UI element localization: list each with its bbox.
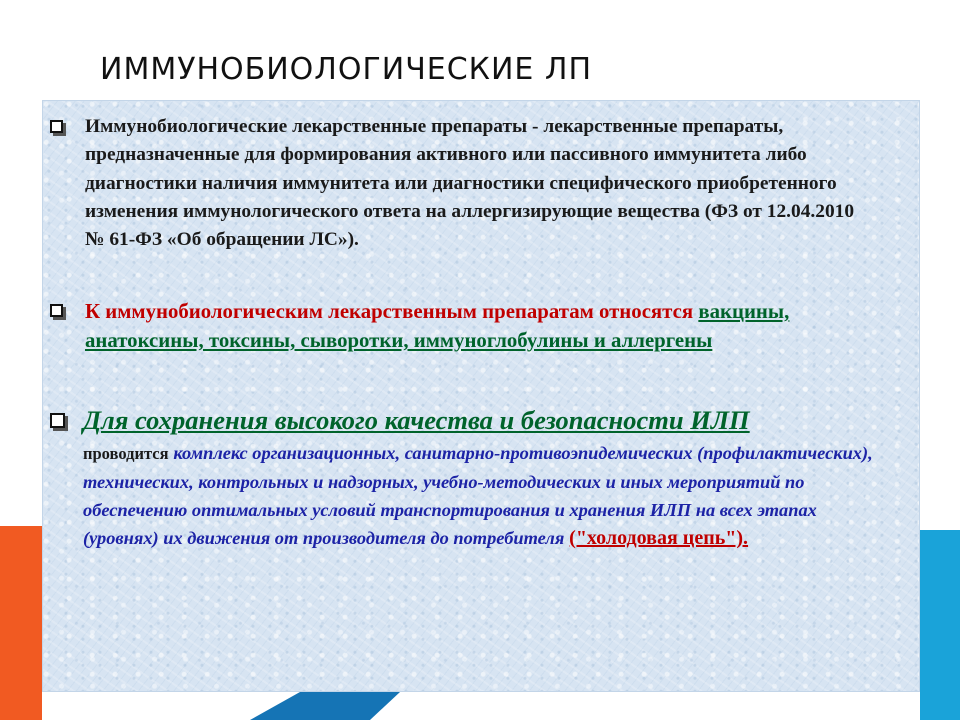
quality-text xyxy=(83,402,875,552)
quality-body: комплекс организационных, санитарно-противоэпидемических (профилактических), технических, контрольных и надзорных, учебно-методических и иных мероприятий по обеспечению оптимальных условий транспортирования и хранения ИЛП на всех этапах (уровнях) их движения от производителя до потребителя xyxy=(83,443,873,548)
cold-chain-link[interactable]: ("холодовая цепь"). xyxy=(569,527,749,549)
quality-heading: Для сохранения высокого качества и безопасности ИЛП xyxy=(83,405,750,435)
bullet-definition xyxy=(50,113,875,254)
orange-corner-shape xyxy=(0,526,42,720)
checkbox-bullet-icon xyxy=(50,413,65,428)
definition-text: Иммунобиологические лекарственные препараты - лекарственные препараты, предназначенные для формирования активного или пассивного иммунитета либо диагностики наличия иммунитета или диагностики специфического приобретенного изменения иммунологического ответа на аллергизирующие вещества (ФЗ от 12.04.2010 № 61-ФЗ «Об обращении ЛС»). xyxy=(85,116,855,251)
blue-corner-shape xyxy=(920,530,960,720)
checkbox-bullet-icon xyxy=(50,120,63,133)
types-text xyxy=(85,297,875,355)
quality-lead: проводится xyxy=(83,444,169,463)
types-link[interactable]: вакцины, анатоксины, токсины, сыворотки, иммуноглобулины и аллергены xyxy=(85,300,790,352)
checkbox-bullet-icon xyxy=(50,304,63,317)
bullet-types xyxy=(50,297,875,355)
types-intro: К иммунобиологическим лекарственным препаратам относятся xyxy=(85,300,694,323)
bullet-quality xyxy=(50,402,875,552)
slide-title: ИММУНОБИОЛОГИЧЕСКИЕ ЛП xyxy=(100,52,593,87)
dark-blue-corner-shape xyxy=(250,692,400,720)
